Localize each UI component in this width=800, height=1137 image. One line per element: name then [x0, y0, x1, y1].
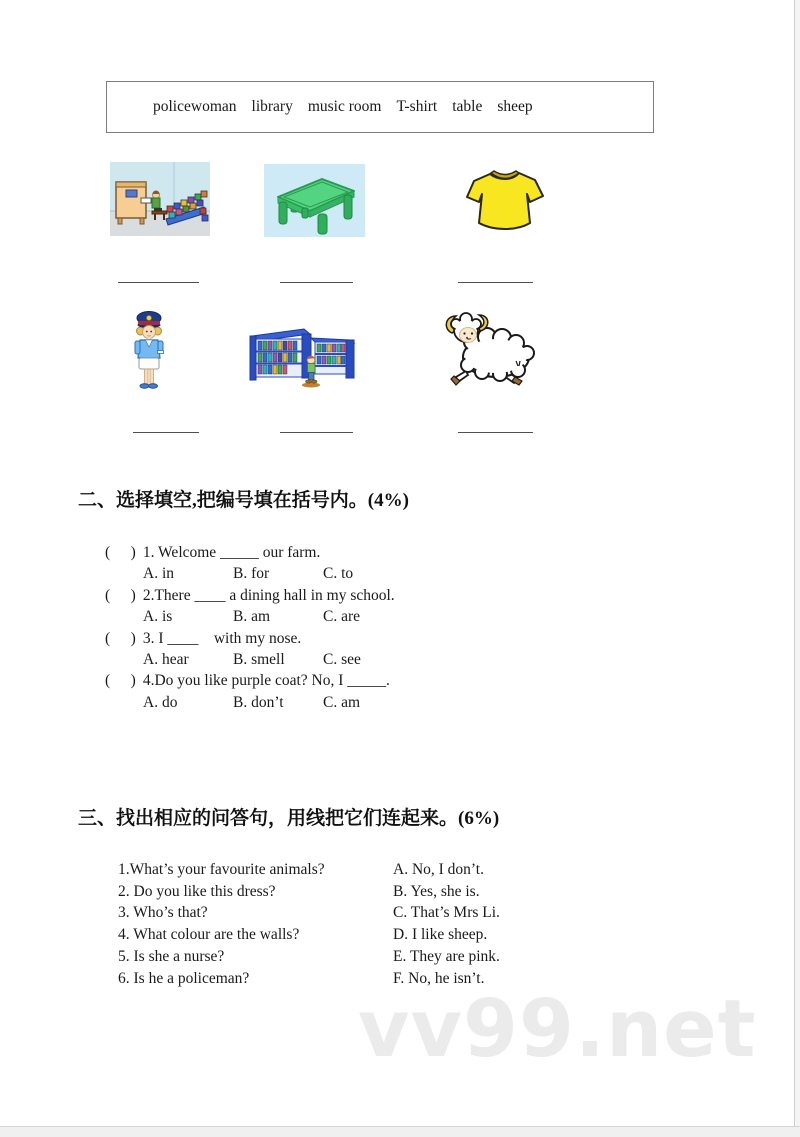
option-a: A. hear [143, 651, 189, 669]
section3-heading: 三、找出相应的问答句，用线把它们连起来。(6%) [78, 808, 500, 829]
word-bank-box [106, 81, 654, 133]
answer-bracket[interactable]: ( ) [105, 586, 137, 604]
word-bank-word: sheep [497, 98, 533, 115]
option-b: B. don’t [233, 693, 284, 711]
question-stem: 1. Welcome _____ our farm. [142, 544, 321, 561]
question-1-options [105, 563, 413, 584]
word-bank-word: T-shirt [396, 98, 438, 115]
match-answer[interactable]: E. They are pink. [393, 947, 500, 965]
option-c: C. to [323, 565, 354, 583]
option-a: A. is [143, 608, 173, 626]
question-stem: 3. I ____ with my nose. [142, 629, 302, 647]
match-answer[interactable]: B. Yes, she is. [393, 882, 480, 900]
answer-blank[interactable] [133, 432, 199, 433]
match-question[interactable]: 6. Is he a policeman? [118, 969, 250, 987]
match-answer[interactable]: A. No, I don’t. [393, 861, 484, 878]
sheep-image [442, 311, 538, 388]
page-right-edge [794, 0, 800, 1137]
match-questions-column [118, 859, 325, 989]
match-answer[interactable]: F. No, he isn’t. [393, 969, 485, 987]
question-1 [105, 542, 413, 563]
question-2-options [105, 606, 413, 627]
question-2 [105, 585, 413, 606]
question-3 [105, 628, 413, 649]
policewoman-image [128, 308, 170, 394]
t-shirt-image [462, 166, 548, 231]
answer-blank[interactable] [280, 432, 353, 433]
question-3-options [105, 649, 413, 670]
match-question[interactable]: 4. What colour are the walls? [118, 926, 300, 944]
table-image [264, 164, 365, 237]
question-stem: 4.Do you like purple coat? No, I _____. [142, 672, 390, 690]
match-answer[interactable]: D. I like sheep. [393, 926, 488, 944]
page-bottom-strip [0, 1126, 800, 1137]
option-a: A. do [143, 693, 178, 711]
answer-bracket[interactable]: ( ) [105, 629, 137, 647]
site-watermark: vv99.net [358, 983, 757, 1075]
multiple-choice-block [105, 542, 413, 713]
option-b: B. for [233, 565, 270, 583]
option-a: A. in [143, 565, 174, 583]
option-c: C. am [323, 693, 361, 711]
match-answer[interactable]: C. That’s Mrs Li. [393, 904, 500, 922]
match-answers-column [393, 859, 500, 989]
answer-blank[interactable] [118, 282, 199, 283]
match-question[interactable]: 3. Who’s that? [118, 904, 208, 922]
option-b: B. smell [233, 651, 285, 669]
question-stem: 2.There ____ a dining hall in my school. [142, 586, 395, 604]
word-bank-word: library [251, 98, 293, 115]
word-bank-word: music room [307, 98, 382, 115]
section2-heading: 二、选择填空,把编号填在括号内。(4%) [78, 490, 409, 511]
answer-bracket[interactable]: ( ) [105, 544, 137, 561]
match-question[interactable]: 2. Do you like this dress? [118, 882, 276, 900]
word-bank-word: policewoman [153, 98, 237, 115]
music-room-image [110, 162, 210, 236]
match-question[interactable]: 1.What’s your favourite animals? [118, 861, 325, 878]
option-b: B. am [233, 608, 271, 626]
option-c: C. are [323, 608, 361, 626]
option-c: C. see [323, 651, 361, 669]
answer-blank[interactable] [280, 282, 353, 283]
match-question[interactable]: 5. Is she a nurse? [118, 947, 225, 965]
answer-blank[interactable] [458, 282, 533, 283]
library-image [248, 326, 358, 391]
answer-bracket[interactable]: ( ) [105, 672, 137, 690]
question-4 [105, 670, 413, 691]
question-4-options [105, 692, 413, 713]
answer-blank[interactable] [458, 432, 533, 433]
word-bank-word: table [452, 98, 483, 115]
